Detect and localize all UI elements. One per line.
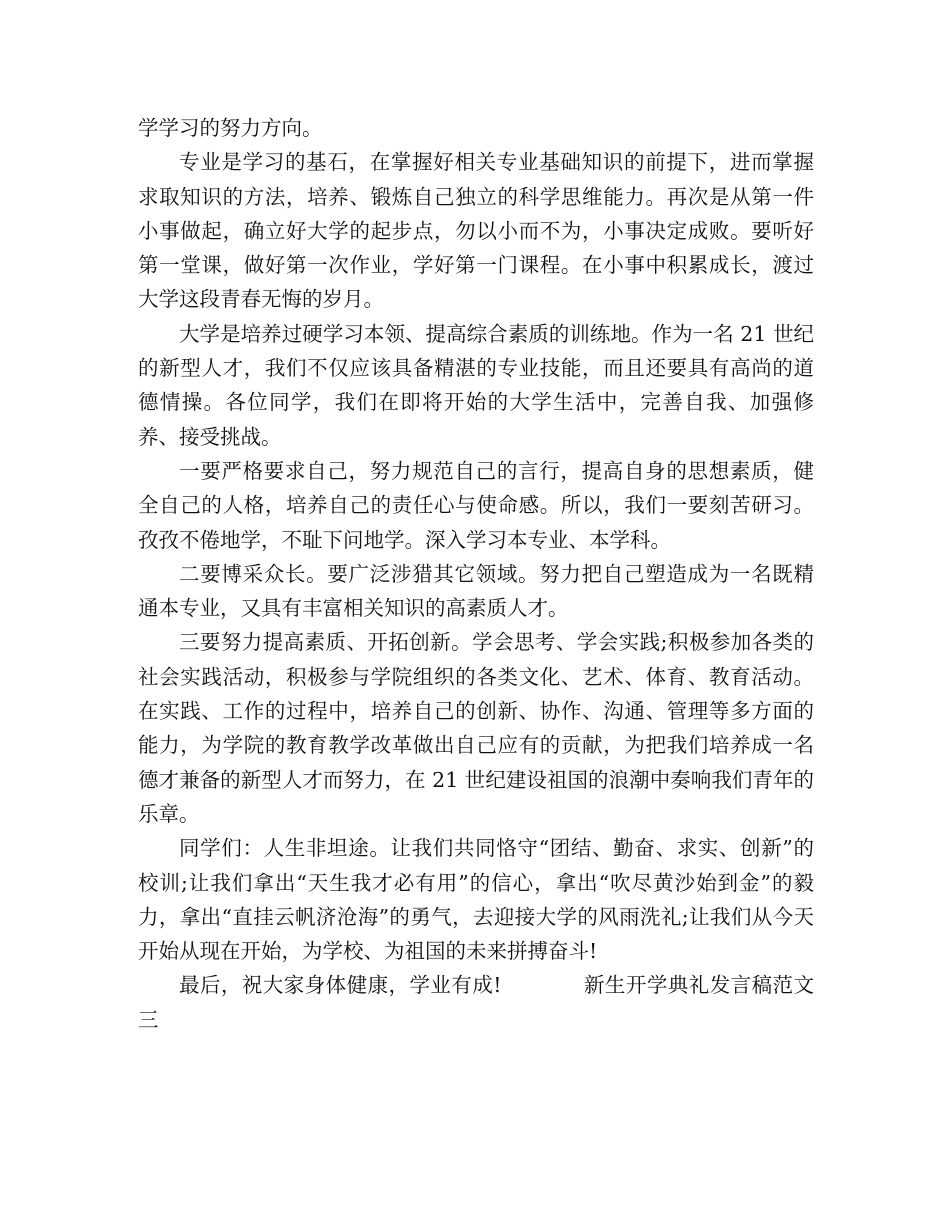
paragraph-classmates: 同学们：人生非坦途。让我们共同恪守“团结、勤奋、求实、创新”的校训;让我们拿出“天生我才必有用”的信心，拿出“吹尽黄沙始到金”的毅力，拿出“直挂云帆济沧海”的勇气，去迎接大学的风雨洗礼;让我们从今天开始从现在开始，为学校、为祖国的未来拼搏奋斗! — [138, 836, 814, 964]
closing-wish: 最后，祝大家身体健康，学业有成! — [179, 973, 502, 998]
document-body — [138, 111, 814, 1037]
paragraph-second-requirement: 二要博采众长。要广泛涉猎其它领域。努力把自己塑造成为一名既精通本专业，又具有丰富相关知识的高素质人才。 — [138, 561, 814, 621]
paragraph-first-requirement: 一要严格要求自己，努力规范自己的言行，提高自身的思想素质，健全自己的人格，培养自己的责任心与使命感。所以，我们一要刻苦研习。孜孜不倦地学，不耻下问地学。深入学习本专业、本学科。 — [138, 458, 814, 552]
paragraph-training-ground: 大学是培养过硬学习本领、提高综合素质的训练地。作为一名 21 世纪的新型人才，我们不仅应该具备精湛的专业技能，而且还要具有高尚的道德情操。各位同学，我们在即将开始的大学生活中，完善自我、加强修养、接受挑战。 — [138, 321, 814, 449]
paragraph-major-foundation: 专业是学习的基石，在掌握好相关专业基础知识的前提下，进而掌握求取知识的方法，培养、锻炼自己独立的科学思维能力。再次是从第一件小事做起，确立好大学的起步点，勿以小而不为，小事决定成败。要听好第一堂课，做好第一次作业，学好第一门课程。在小事中积累成长，渡过大学这段青春无悔的岁月。 — [138, 150, 814, 312]
paragraph-continuation: 学学习的努力方向。 — [138, 116, 323, 140]
paragraph-third-requirement: 三要努力提高素质、开拓创新。学会思考、学会实践;积极参加各类的社会实践活动，积极参与学院组织的各类文化、艺术、体育、教育活动。在实践、工作的过程中，培养自己的创新、协作、沟通、管理等多方面的能力，为学院的教育教学改革做出自己应有的贡献，为把我们培养成一名德才兼备的新型人才而努力，在 21 世纪建设祖国的浪潮中奏响我们青年的乐章。 — [138, 630, 814, 826]
paragraph-closing — [138, 968, 814, 1037]
next-speech-title: 新生开学典礼发言稿范文三 — [138, 973, 815, 1032]
